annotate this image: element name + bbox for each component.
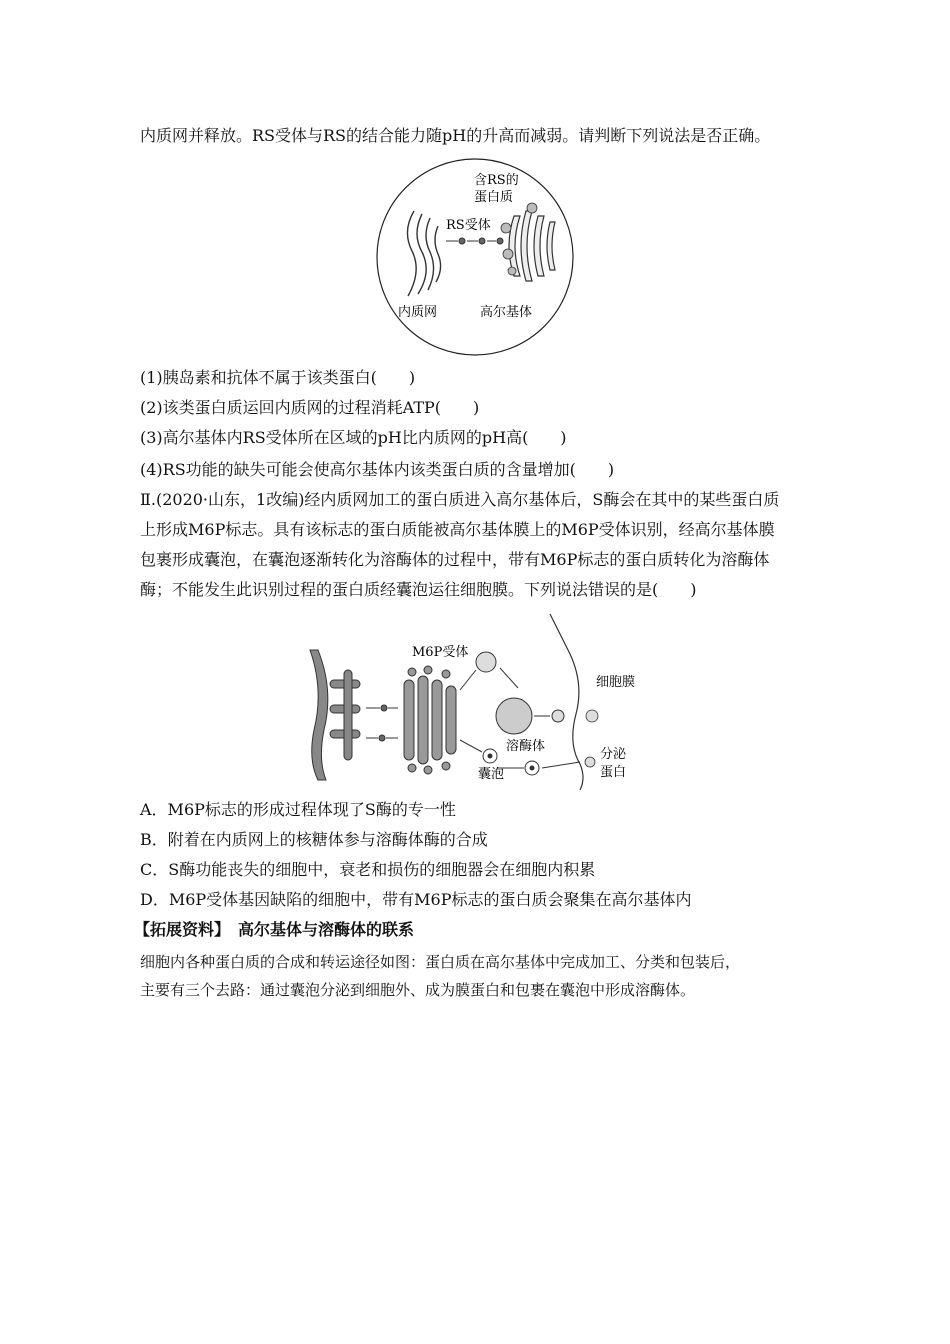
label-secreted-2: 蛋白 [600,765,627,780]
label-m6p-receptor: M6P受体 [412,645,469,660]
label-golgi: 高尔基体 [480,305,533,320]
option-d: D．M6P受体基因缺陷的细胞中，带有M6P标志的蛋白质会聚集在高尔基体内 [140,890,692,909]
statement-2: (2)该类蛋白质运回内质网的过程消耗ATP( ) [140,398,480,417]
label-protein-2: 蛋白质 [474,190,514,205]
option-c: C．S酶功能丧失的细胞中，衰老和损伤的细胞器会在细胞内积累 [140,860,596,879]
question2-line-1: Ⅱ.(2020·山东，1改编)经内质网加工的蛋白质进入高尔基体后，S酶会在其中的某些蛋白质 [140,490,780,509]
question2-line-2: 上形成M6P标志。具有该标志的蛋白质能被高尔基体膜上的M6P受体识别，经高尔基体膜 [140,520,775,539]
er-shape-2 [310,650,360,780]
label-er: 内质网 [398,305,438,320]
question2-line-4: 酶；不能发生此识别过程的蛋白质经囊泡运往细胞膜。下列说法错误的是( ) [140,580,697,599]
label-lysosome: 溶酶体 [506,739,546,754]
extension-line-1: 细胞内各种蛋白质的合成和转运途径如图：蛋白质在高尔基体中完成加工、分类和包装后， [140,953,741,971]
golgi-shape-2 [404,666,456,774]
statement-1: (1)胰岛素和抗体不属于该类蛋白( ) [140,368,416,387]
label-rs-receptor: RS受体 [446,218,491,233]
label-cell-membrane: 细胞膜 [596,675,636,690]
question2-line-3: 包裹形成囊泡，在囊泡逐渐转化为溶酶体的过程中，带有M6P标志的蛋白质转化为溶酶体 [140,550,770,569]
intro-line: 内质网并释放。RS受体与RS的结合能力随pH的升高而减弱。请判断下列说法是否正确。 [140,126,771,145]
figure-m6p-pathway [300,610,680,790]
extension-line-2: 主要有三个去路：通过囊泡分泌到细胞外、成为膜蛋白和包裹在囊泡中形成溶酶体。 [140,981,696,999]
figure-rs-receptor [374,156,576,358]
label-vesicle: 囊泡 [478,767,505,782]
statement-3: (3)高尔基体内RS受体所在区域的pH比内质网的pH高( ) [140,428,567,447]
extension-heading: 【拓展资料】 高尔基体与溶酶体的联系 [134,920,415,939]
option-a: A．M6P标志的形成过程体现了S酶的专一性 [140,800,456,819]
option-b: B．附着在内质网上的核糖体参与溶酶体酶的合成 [140,830,488,849]
statement-4: (4)RS功能的缺失可能会使高尔基体内该类蛋白质的含量增加( ) [140,460,615,479]
label-protein-1: 含RS的 [474,173,519,188]
label-secreted-1: 分泌 [600,747,627,762]
cell-membrane-line [550,614,583,790]
